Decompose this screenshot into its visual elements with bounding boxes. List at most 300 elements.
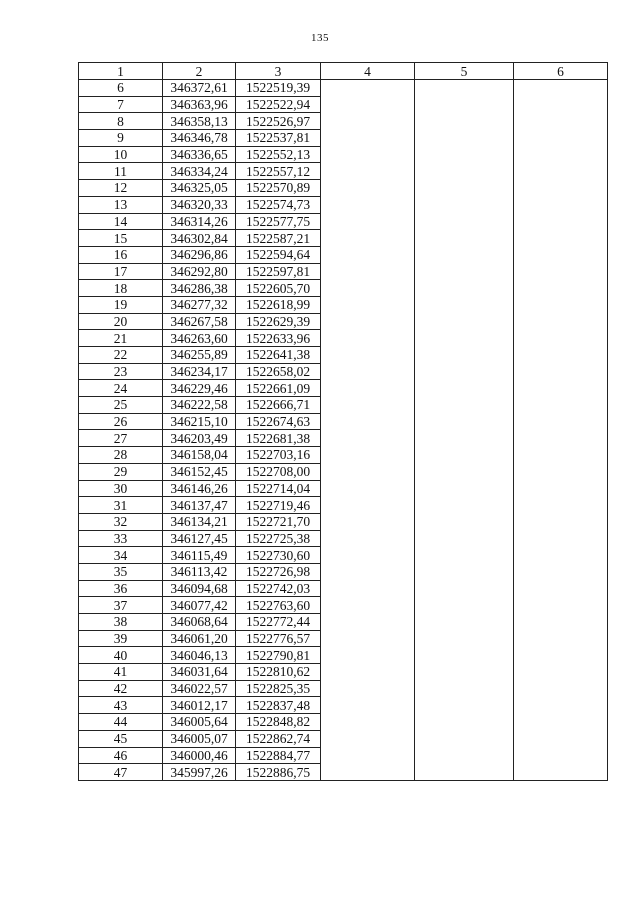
column-6-cell: [514, 580, 608, 597]
y-coordinate-cell: 1522594,64: [236, 246, 321, 263]
column-6-cell: [514, 413, 608, 430]
column-5-cell: [415, 380, 514, 397]
point-number-cell: 42: [79, 680, 163, 697]
table-row: [79, 680, 608, 697]
column-header-3: 3: [236, 63, 321, 80]
x-coordinate-cell: 346046,13: [163, 647, 236, 664]
y-coordinate-cell: 1522522,94: [236, 96, 321, 113]
point-number-cell: 25: [79, 397, 163, 414]
column-header-6: 6: [514, 63, 608, 80]
y-coordinate-cell: 1522641,38: [236, 347, 321, 364]
column-4-cell: [321, 397, 415, 414]
column-5-cell: [415, 330, 514, 347]
y-coordinate-cell: 1522526,97: [236, 113, 321, 130]
column-4-cell: [321, 697, 415, 714]
column-5-cell: [415, 530, 514, 547]
column-6-cell: [514, 714, 608, 731]
point-number-cell: 18: [79, 280, 163, 297]
y-coordinate-cell: 1522763,60: [236, 597, 321, 614]
column-6-cell: [514, 313, 608, 330]
point-number-cell: 29: [79, 463, 163, 480]
x-coordinate-cell: 346292,80: [163, 263, 236, 280]
column-5-cell: [415, 747, 514, 764]
point-number-cell: 17: [79, 263, 163, 280]
x-coordinate-cell: 346346,78: [163, 130, 236, 147]
column-6-cell: [514, 213, 608, 230]
column-6-cell: [514, 547, 608, 564]
point-number-cell: 34: [79, 547, 163, 564]
table-row: [79, 230, 608, 247]
table-row: [79, 530, 608, 547]
table-row: [79, 380, 608, 397]
column-6-cell: [514, 280, 608, 297]
x-coordinate-cell: 346267,58: [163, 313, 236, 330]
point-number-cell: 14: [79, 213, 163, 230]
column-5-cell: [415, 113, 514, 130]
y-coordinate-cell: 1522633,96: [236, 330, 321, 347]
column-6-cell: [514, 563, 608, 580]
column-4-cell: [321, 547, 415, 564]
column-6-cell: [514, 363, 608, 380]
table-body: [79, 80, 608, 781]
table-row: [79, 347, 608, 364]
x-coordinate-cell: 346358,13: [163, 113, 236, 130]
column-6-cell: [514, 230, 608, 247]
point-number-cell: 22: [79, 347, 163, 364]
column-4-cell: [321, 430, 415, 447]
y-coordinate-cell: 1522674,63: [236, 413, 321, 430]
table-row: [79, 630, 608, 647]
column-4-cell: [321, 363, 415, 380]
x-coordinate-cell: 346372,61: [163, 80, 236, 97]
x-coordinate-cell: 346203,49: [163, 430, 236, 447]
x-coordinate-cell: 346215,10: [163, 413, 236, 430]
y-coordinate-cell: 1522574,73: [236, 196, 321, 213]
point-number-cell: 47: [79, 764, 163, 781]
point-number-cell: 36: [79, 580, 163, 597]
column-header-1: 1: [79, 63, 163, 80]
column-6-cell: [514, 614, 608, 631]
x-coordinate-cell: 346113,42: [163, 563, 236, 580]
x-coordinate-cell: 346325,05: [163, 180, 236, 197]
x-coordinate-cell: 346222,58: [163, 397, 236, 414]
point-number-cell: 21: [79, 330, 163, 347]
column-5-cell: [415, 130, 514, 147]
column-5-cell: [415, 246, 514, 263]
column-4-cell: [321, 347, 415, 364]
table-row: [79, 764, 608, 781]
table-row: [79, 664, 608, 681]
column-6-cell: [514, 747, 608, 764]
column-5-cell: [415, 313, 514, 330]
column-5-cell: [415, 163, 514, 180]
column-header-4: 4: [321, 63, 415, 80]
point-number-cell: 13: [79, 196, 163, 213]
column-6-cell: [514, 80, 608, 97]
column-4-cell: [321, 480, 415, 497]
x-coordinate-cell: 346320,33: [163, 196, 236, 213]
column-5-cell: [415, 447, 514, 464]
y-coordinate-cell: 1522848,82: [236, 714, 321, 731]
column-4-cell: [321, 230, 415, 247]
column-5-cell: [415, 580, 514, 597]
column-6-cell: [514, 163, 608, 180]
column-6-cell: [514, 647, 608, 664]
point-number-cell: 26: [79, 413, 163, 430]
x-coordinate-cell: 346158,04: [163, 447, 236, 464]
point-number-cell: 40: [79, 647, 163, 664]
column-5-cell: [415, 513, 514, 530]
column-6-cell: [514, 263, 608, 280]
column-4-cell: [321, 313, 415, 330]
table-row: [79, 730, 608, 747]
y-coordinate-cell: 1522719,46: [236, 497, 321, 514]
x-coordinate-cell: 346334,24: [163, 163, 236, 180]
table-row: [79, 547, 608, 564]
x-coordinate-cell: 346012,17: [163, 697, 236, 714]
y-coordinate-cell: 1522862,74: [236, 730, 321, 747]
x-coordinate-cell: 346068,64: [163, 614, 236, 631]
column-5-cell: [415, 230, 514, 247]
x-coordinate-cell: 346146,26: [163, 480, 236, 497]
column-6-cell: [514, 530, 608, 547]
table-row: [79, 513, 608, 530]
point-number-cell: 38: [79, 614, 163, 631]
point-number-cell: 46: [79, 747, 163, 764]
column-4-cell: [321, 714, 415, 731]
y-coordinate-cell: 1522577,75: [236, 213, 321, 230]
table-row: [79, 296, 608, 313]
column-4-cell: [321, 113, 415, 130]
point-number-cell: 15: [79, 230, 163, 247]
x-coordinate-cell: 346296,86: [163, 246, 236, 263]
column-4-cell: [321, 296, 415, 313]
y-coordinate-cell: 1522886,75: [236, 764, 321, 781]
table-row: [79, 430, 608, 447]
column-6-cell: [514, 130, 608, 147]
column-5-cell: [415, 196, 514, 213]
column-5-cell: [415, 647, 514, 664]
y-coordinate-cell: 1522658,02: [236, 363, 321, 380]
table-row: [79, 647, 608, 664]
x-coordinate-cell: 346229,46: [163, 380, 236, 397]
column-5-cell: [415, 96, 514, 113]
column-4-cell: [321, 597, 415, 614]
column-6-cell: [514, 630, 608, 647]
column-6-cell: [514, 246, 608, 263]
table-row: [79, 180, 608, 197]
x-coordinate-cell: 346277,32: [163, 296, 236, 313]
column-5-cell: [415, 497, 514, 514]
column-6-cell: [514, 447, 608, 464]
point-number-cell: 32: [79, 513, 163, 530]
x-coordinate-cell: 346286,38: [163, 280, 236, 297]
table-row: [79, 614, 608, 631]
y-coordinate-cell: 1522519,39: [236, 80, 321, 97]
column-6-cell: [514, 664, 608, 681]
y-coordinate-cell: 1522597,81: [236, 263, 321, 280]
column-4-cell: [321, 647, 415, 664]
table-row: [79, 330, 608, 347]
point-number-cell: 35: [79, 563, 163, 580]
y-coordinate-cell: 1522666,71: [236, 397, 321, 414]
column-4-cell: [321, 246, 415, 263]
column-6-cell: [514, 330, 608, 347]
column-4-cell: [321, 413, 415, 430]
column-4-cell: [321, 680, 415, 697]
x-coordinate-cell: 346234,17: [163, 363, 236, 380]
y-coordinate-cell: 1522708,00: [236, 463, 321, 480]
column-5-cell: [415, 263, 514, 280]
column-4-cell: [321, 630, 415, 647]
y-coordinate-cell: 1522790,81: [236, 647, 321, 664]
y-coordinate-cell: 1522726,98: [236, 563, 321, 580]
column-4-cell: [321, 447, 415, 464]
column-5-cell: [415, 714, 514, 731]
y-coordinate-cell: 1522703,16: [236, 447, 321, 464]
table-row: [79, 130, 608, 147]
column-5-cell: [415, 730, 514, 747]
column-4-cell: [321, 747, 415, 764]
column-5-cell: [415, 547, 514, 564]
point-number-cell: 45: [79, 730, 163, 747]
table-row: [79, 447, 608, 464]
column-6-cell: [514, 764, 608, 781]
table-row: [79, 196, 608, 213]
y-coordinate-cell: 1522618,99: [236, 296, 321, 313]
column-4-cell: [321, 80, 415, 97]
column-5-cell: [415, 480, 514, 497]
column-4-cell: [321, 764, 415, 781]
column-5-cell: [415, 296, 514, 313]
x-coordinate-cell: 346094,68: [163, 580, 236, 597]
y-coordinate-cell: 1522884,77: [236, 747, 321, 764]
table-row: [79, 397, 608, 414]
table-row: [79, 413, 608, 430]
table-row: [79, 213, 608, 230]
table-row: [79, 480, 608, 497]
column-4-cell: [321, 580, 415, 597]
column-6-cell: [514, 113, 608, 130]
column-4-cell: [321, 463, 415, 480]
table-row: [79, 113, 608, 130]
column-6-cell: [514, 730, 608, 747]
point-number-cell: 19: [79, 296, 163, 313]
x-coordinate-cell: 346031,64: [163, 664, 236, 681]
point-number-cell: 44: [79, 714, 163, 731]
column-5-cell: [415, 563, 514, 580]
table-row: [79, 497, 608, 514]
column-6-cell: [514, 697, 608, 714]
column-4-cell: [321, 263, 415, 280]
point-number-cell: 39: [79, 630, 163, 647]
y-coordinate-cell: 1522605,70: [236, 280, 321, 297]
point-number-cell: 31: [79, 497, 163, 514]
column-6-cell: [514, 347, 608, 364]
table-row: [79, 580, 608, 597]
column-5-cell: [415, 597, 514, 614]
point-number-cell: 33: [79, 530, 163, 547]
table-row: [79, 597, 608, 614]
point-number-cell: 16: [79, 246, 163, 263]
column-5-cell: [415, 80, 514, 97]
column-6-cell: [514, 196, 608, 213]
y-coordinate-cell: 1522629,39: [236, 313, 321, 330]
column-4-cell: [321, 330, 415, 347]
column-6-cell: [514, 597, 608, 614]
column-5-cell: [415, 614, 514, 631]
table-row: [79, 96, 608, 113]
column-5-cell: [415, 413, 514, 430]
y-coordinate-cell: 1522825,35: [236, 680, 321, 697]
x-coordinate-cell: 346134,21: [163, 513, 236, 530]
table-row: [79, 146, 608, 163]
y-coordinate-cell: 1522681,38: [236, 430, 321, 447]
table-row: [79, 313, 608, 330]
column-6-cell: [514, 96, 608, 113]
table-row: [79, 363, 608, 380]
column-5-cell: [415, 680, 514, 697]
y-coordinate-cell: 1522721,70: [236, 513, 321, 530]
y-coordinate-cell: 1522570,89: [236, 180, 321, 197]
x-coordinate-cell: 346255,89: [163, 347, 236, 364]
x-coordinate-cell: 346137,47: [163, 497, 236, 514]
table-row: [79, 714, 608, 731]
x-coordinate-cell: 346022,57: [163, 680, 236, 697]
y-coordinate-cell: 1522810,62: [236, 664, 321, 681]
table-row: [79, 263, 608, 280]
column-4-cell: [321, 130, 415, 147]
point-number-cell: 24: [79, 380, 163, 397]
column-6-cell: [514, 296, 608, 313]
column-6-cell: [514, 463, 608, 480]
point-number-cell: 9: [79, 130, 163, 147]
x-coordinate-cell: 346005,64: [163, 714, 236, 731]
column-4-cell: [321, 614, 415, 631]
y-coordinate-cell: 1522730,60: [236, 547, 321, 564]
y-coordinate-cell: 1522552,13: [236, 146, 321, 163]
column-6-cell: [514, 680, 608, 697]
x-coordinate-cell: 345997,26: [163, 764, 236, 781]
x-coordinate-cell: 346263,60: [163, 330, 236, 347]
y-coordinate-cell: 1522776,57: [236, 630, 321, 647]
y-coordinate-cell: 1522557,12: [236, 163, 321, 180]
column-6-cell: [514, 397, 608, 414]
column-4-cell: [321, 213, 415, 230]
y-coordinate-cell: 1522837,48: [236, 697, 321, 714]
table-row: [79, 280, 608, 297]
x-coordinate-cell: 346005,07: [163, 730, 236, 747]
column-4-cell: [321, 664, 415, 681]
column-6-cell: [514, 513, 608, 530]
column-5-cell: [415, 347, 514, 364]
point-number-cell: 41: [79, 664, 163, 681]
y-coordinate-cell: 1522725,38: [236, 530, 321, 547]
column-4-cell: [321, 730, 415, 747]
x-coordinate-cell: 346115,49: [163, 547, 236, 564]
point-number-cell: 11: [79, 163, 163, 180]
column-5-cell: [415, 146, 514, 163]
y-coordinate-cell: 1522772,44: [236, 614, 321, 631]
table-header-row: [79, 63, 608, 80]
column-4-cell: [321, 563, 415, 580]
column-5-cell: [415, 764, 514, 781]
column-4-cell: [321, 163, 415, 180]
x-coordinate-cell: 346314,26: [163, 213, 236, 230]
point-number-cell: 12: [79, 180, 163, 197]
column-header-2: 2: [163, 63, 236, 80]
point-number-cell: 37: [79, 597, 163, 614]
y-coordinate-cell: 1522587,21: [236, 230, 321, 247]
coordinates-table: [78, 62, 608, 781]
point-number-cell: 28: [79, 447, 163, 464]
y-coordinate-cell: 1522714,04: [236, 480, 321, 497]
column-4-cell: [321, 280, 415, 297]
column-5-cell: [415, 630, 514, 647]
x-coordinate-cell: 346127,45: [163, 530, 236, 547]
point-number-cell: 43: [79, 697, 163, 714]
table-row: [79, 163, 608, 180]
column-6-cell: [514, 480, 608, 497]
x-coordinate-cell: 346363,96: [163, 96, 236, 113]
point-number-cell: 23: [79, 363, 163, 380]
column-5-cell: [415, 397, 514, 414]
column-5-cell: [415, 180, 514, 197]
y-coordinate-cell: 1522537,81: [236, 130, 321, 147]
column-5-cell: [415, 430, 514, 447]
table-row: [79, 563, 608, 580]
point-number-cell: 30: [79, 480, 163, 497]
column-6-cell: [514, 180, 608, 197]
column-6-cell: [514, 430, 608, 447]
point-number-cell: 10: [79, 146, 163, 163]
column-5-cell: [415, 664, 514, 681]
column-5-cell: [415, 213, 514, 230]
point-number-cell: 6: [79, 80, 163, 97]
point-number-cell: 7: [79, 96, 163, 113]
column-6-cell: [514, 380, 608, 397]
y-coordinate-cell: 1522742,03: [236, 580, 321, 597]
table-row: [79, 747, 608, 764]
column-5-cell: [415, 697, 514, 714]
column-4-cell: [321, 196, 415, 213]
table-row: [79, 80, 608, 97]
column-6-cell: [514, 497, 608, 514]
x-coordinate-cell: 346077,42: [163, 597, 236, 614]
column-5-cell: [415, 280, 514, 297]
column-4-cell: [321, 530, 415, 547]
x-coordinate-cell: 346000,46: [163, 747, 236, 764]
column-4-cell: [321, 96, 415, 113]
column-5-cell: [415, 363, 514, 380]
x-coordinate-cell: 346302,84: [163, 230, 236, 247]
column-6-cell: [514, 146, 608, 163]
x-coordinate-cell: 346061,20: [163, 630, 236, 647]
column-4-cell: [321, 146, 415, 163]
column-4-cell: [321, 180, 415, 197]
point-number-cell: 8: [79, 113, 163, 130]
x-coordinate-cell: 346152,45: [163, 463, 236, 480]
column-4-cell: [321, 497, 415, 514]
point-number-cell: 27: [79, 430, 163, 447]
table-row: [79, 246, 608, 263]
column-5-cell: [415, 463, 514, 480]
y-coordinate-cell: 1522661,09: [236, 380, 321, 397]
point-number-cell: 20: [79, 313, 163, 330]
column-4-cell: [321, 513, 415, 530]
page-number: 135: [311, 32, 329, 44]
table-row: [79, 697, 608, 714]
